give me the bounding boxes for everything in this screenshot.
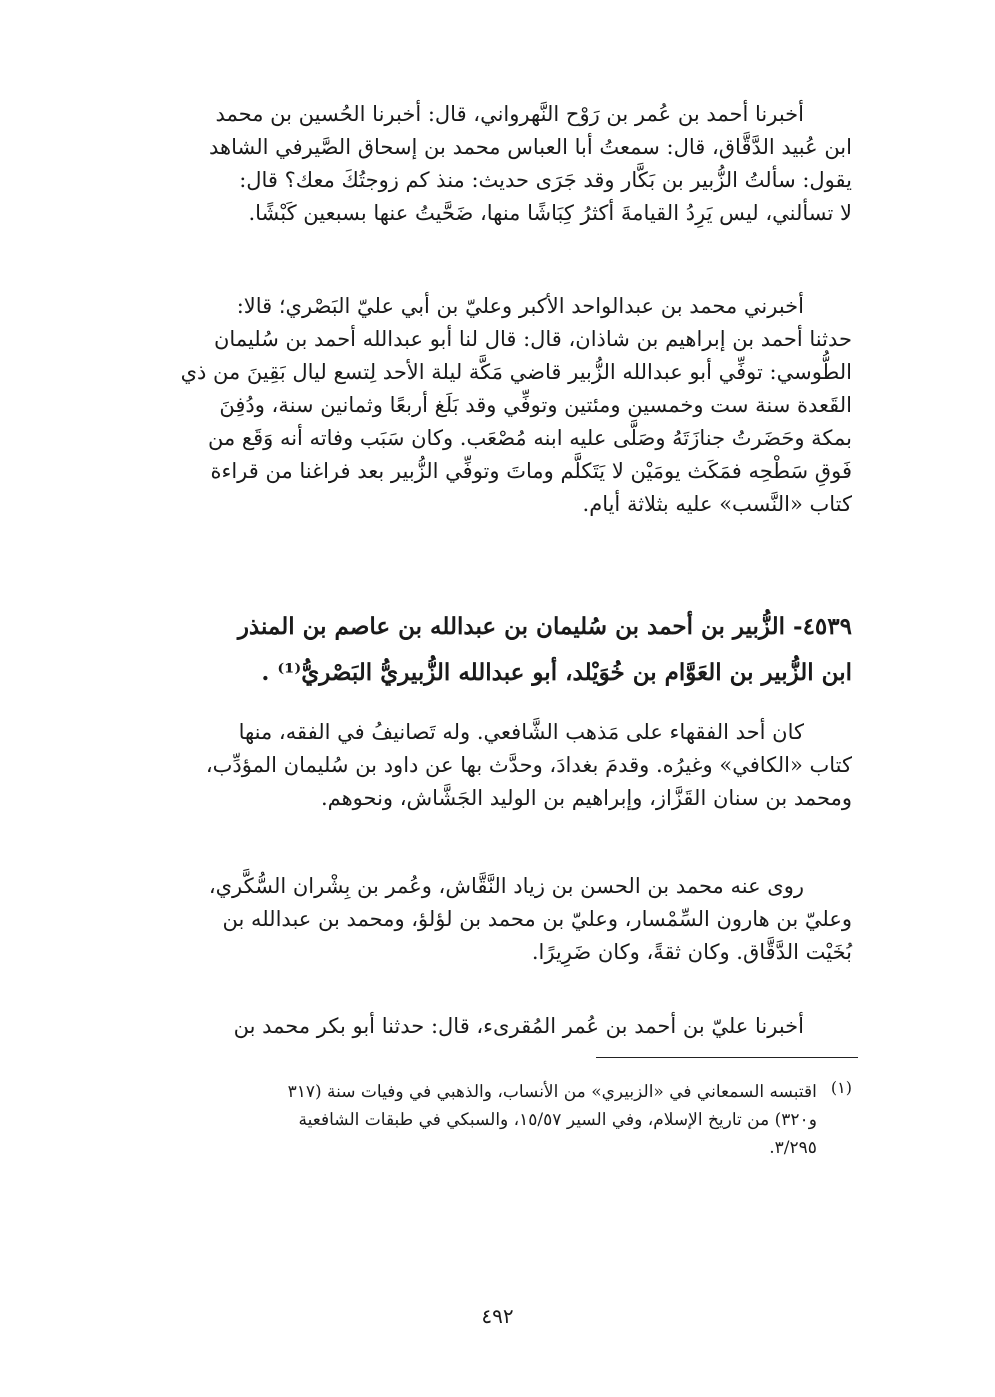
footnotes — [152, 1078, 852, 1162]
text-line: كان أحد الفقهاء على مَذهب الشَّافعي. وله تَصانيفُ في الفقه، منها — [238, 720, 804, 744]
text-line: بُخَيْت الدَّقَّاق. وكان ثقةً، وكان ضَرِيرًا. — [531, 940, 852, 964]
footnote-line: ٣/٢٩٥. — [769, 1138, 817, 1158]
footnote-line: و٣٢٠) من تاريخ الإسلام، وفي السير ١٥/٥٧، والسبكي في طبقات الشافعية — [298, 1110, 817, 1130]
footnote-item — [152, 1078, 852, 1162]
text-line: وعليّ بن هارون السِّمْسار، وعليّ بن محمد بن لؤلؤ، ومحمد بن عبدالله بن — [222, 907, 852, 931]
paragraph-isnad-1 — [152, 98, 852, 230]
page-number: ٤٩٢ — [481, 1304, 514, 1328]
paragraph-isnad-3 — [152, 1010, 852, 1043]
text-line: حدثنا أحمد بن إبراهيم بن شاذان، قال: قال لنا أبو عبدالله أحمد بن سُليمان — [214, 327, 852, 351]
text-line: كتاب «الكافي» وغيرُه. وقدمَ بغدادَ، وحدَّث بها عن داود بن سُليمان المؤدِّب، — [205, 753, 852, 777]
text-line: بمكة وحَضَرتُ جنازَتَهُ وصَلَّى عليه ابنه مُصْعَب. وكان سَبَب وفاته أنه وَقَع من — [208, 426, 852, 450]
heading-line: ابن الزُّبير بن العَوَّام بن خُوَيْلد، أبو عبدالله الزُّبيريُّ البَصْريُّ⁽¹⁾ . — [261, 659, 852, 686]
text-line: القَعدة سنة ست وخمسين ومئتين وتوفِّي وقد بَلَغ أربعًا وثمانين سنة، ودُفِنَ — [219, 393, 852, 417]
paragraph-biography — [152, 716, 852, 815]
biography-heading — [152, 604, 852, 696]
text-line: فَوقِ سَطْحِه فمَكَث يومَيْن لا يَتَكلَّم وماتَ وتوفِّي الزُّبير بعد فراغنا من قراءة — [210, 459, 852, 483]
text-line: أخبرني محمد بن عبدالواحد الأكبر وعليّ بن أبي عليّ البَصْري؛ قالا: — [236, 294, 804, 318]
text-line: أخبرنا عليّ بن أحمد بن عُمر المُقرىء، قال: حدثنا أبو بكر محمد بن — [233, 1014, 804, 1038]
text-line: روى عنه محمد بن الحسن بن زياد النَّقَّاش، وعُمر بن بِشْران السُّكَّري، — [208, 874, 804, 898]
footnote-text — [152, 1078, 817, 1162]
text-line: ومحمد بن سنان القَزَّاز، وإبراهيم بن الوليد الجَشَّاش، ونحوهم. — [320, 786, 852, 810]
text-line: الطُّوسي: توفِّي أبو عبدالله الزُّبير قاضي مَكَّة ليلة الأحد لِتسع ليال بَقِينَ من ذي — [180, 360, 852, 384]
text-line: أخبرنا أحمد بن عُمر بن رَوْح النَّهرواني، قال: أخبرنا الحُسين بن محمد — [215, 102, 804, 126]
paragraph-narrators — [152, 870, 852, 969]
text-line: كتاب «النَّسب» عليه بثلاثة أيام. — [582, 492, 852, 516]
footnote-divider — [596, 1057, 858, 1058]
text-line: يقول: سألتُ الزُّبير بن بَكَّار وقد جَرَى حديث: منذ كم زوجتُكَ معك؟ قال: — [239, 168, 852, 192]
paragraph-isnad-2 — [152, 290, 852, 521]
footnote-line: اقتبسه السمعاني في «الزبيري» من الأنساب، والذهبي في وفيات سنة (٣١٧ — [287, 1082, 817, 1102]
footnote-number: (١) — [830, 1078, 852, 1097]
heading-line: ٤٥٣٩- الزُّبير بن أحمد بن سُليمان بن عبدالله بن عاصم بن المنذر — [237, 613, 852, 640]
text-line: ابن عُبيد الدَّقَّاق، قال: سمعتُ أبا العباس محمد بن إسحاق الصَّيرفي الشاهد — [208, 135, 852, 159]
text-line: لا تسألني، ليس يَرِدُ القيامةَ أكثرُ كِبَاشًا منها، ضَحَّيتُ عنها بسبعين كَبْشًا. — [248, 201, 852, 225]
